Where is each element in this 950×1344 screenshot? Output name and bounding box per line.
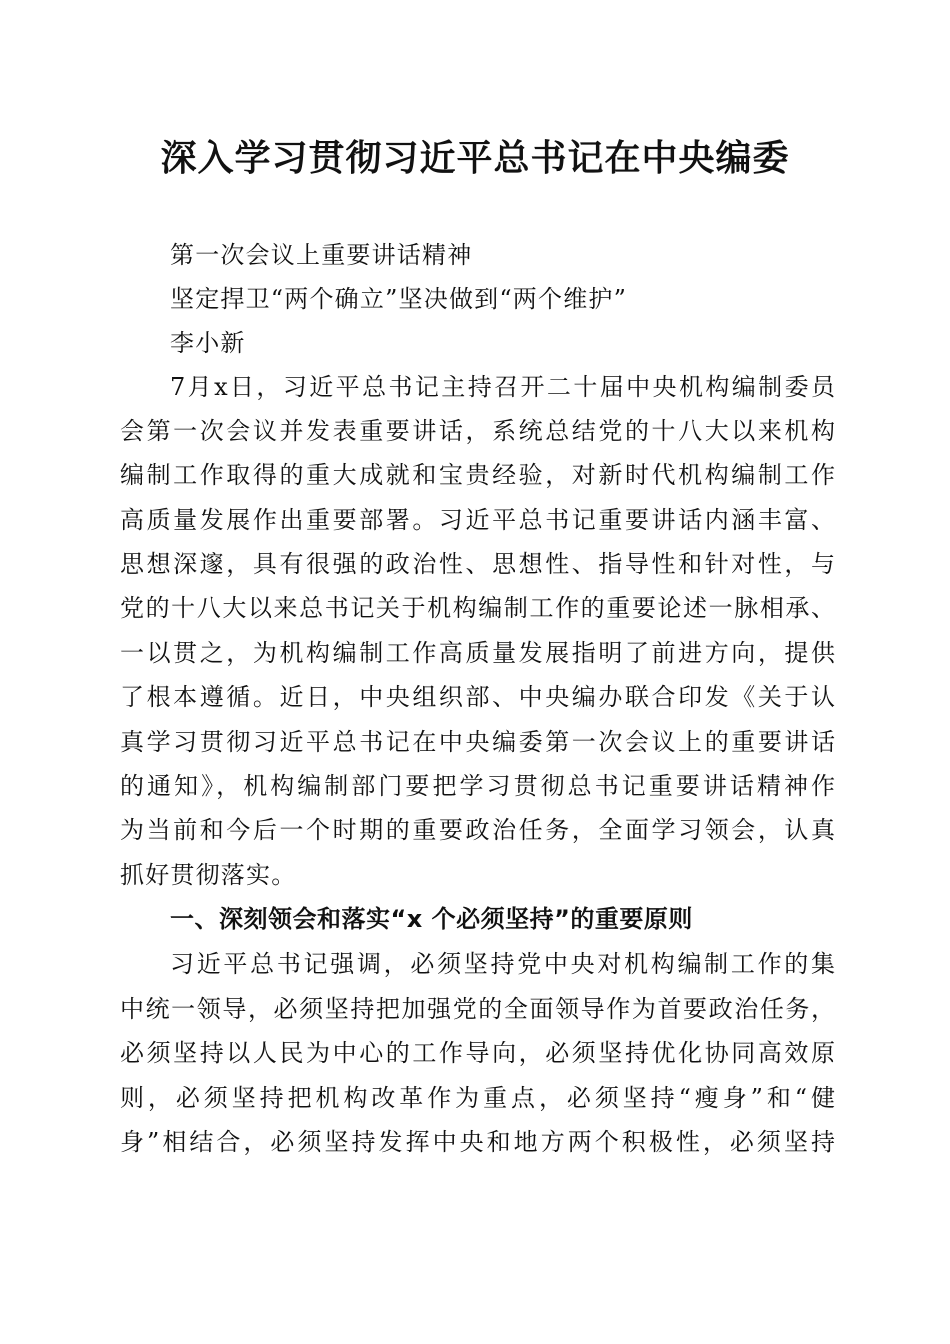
paragraph-line: 必须坚持以人民为中心的工作导向，必须坚持优化协同高效原 <box>120 1039 835 1067</box>
paragraph-line: 编制工作取得的重大成就和宝贵经验，对新时代机构编制工作 <box>120 461 835 489</box>
paragraph-line: 高质量发展作出重要部署。习近平总书记重要讲话内涵丰富、 <box>120 506 835 534</box>
paragraph-line: 真学习贯彻习近平总书记在中央编委第一次会议上的重要讲话 <box>120 728 835 756</box>
subtitle-line-1: 第一次会议上重要讲话精神 <box>170 241 473 269</box>
subtitle-line-2: 坚定捍卫“两个确立”坚决做到“两个维护” <box>170 285 628 313</box>
paragraph-line: 抓好贯彻落实。 <box>120 861 297 889</box>
paragraph-line: 为当前和今后一个时期的重要政治任务，全面学习领会，认真 <box>120 816 835 844</box>
paragraph-line: 中统一领导，必须坚持把加强党的全面领导作为首要政治任务， <box>120 995 835 1023</box>
paragraph-line: 思想深邃，具有很强的政治性、思想性、指导性和针对性，与 <box>120 550 835 578</box>
author-name: 李小新 <box>170 329 246 357</box>
paragraph-line: 的通知》，机构编制部门要把学习贯彻总书记重要讲话精神作 <box>120 772 835 800</box>
paragraph-line: 7月x日，习近平总书记主持召开二十届中央机构编制委员 <box>170 373 835 401</box>
paragraph-line: 了根本遵循。近日，中央组织部、中央编办联合印发《关于认 <box>120 683 835 711</box>
paragraph-line: 会第一次会议并发表重要讲话，系统总结党的十八大以来机构 <box>120 417 835 445</box>
paragraph-line: 则，必须坚持把机构改革作为重点，必须坚持“瘦身”和“健 <box>120 1084 835 1112</box>
paragraph-line: 身”相结合，必须坚持发挥中央和地方两个积极性，必须坚持 <box>120 1128 835 1156</box>
section-heading: 一、深刻领会和落实“x 个必须坚持”的重要原则 <box>170 905 693 933</box>
paragraph-line: 一以贯之，为机构编制工作高质量发展指明了前进方向，提供 <box>120 639 835 667</box>
paragraph-line: 党的十八大以来总书记关于机构编制工作的重要论述一脉相承、 <box>120 594 835 622</box>
paragraph-line: 习近平总书记强调，必须坚持党中央对机构编制工作的集 <box>170 950 835 978</box>
document-title: 深入学习贯彻习近平总书记在中央编委 <box>160 137 790 179</box>
